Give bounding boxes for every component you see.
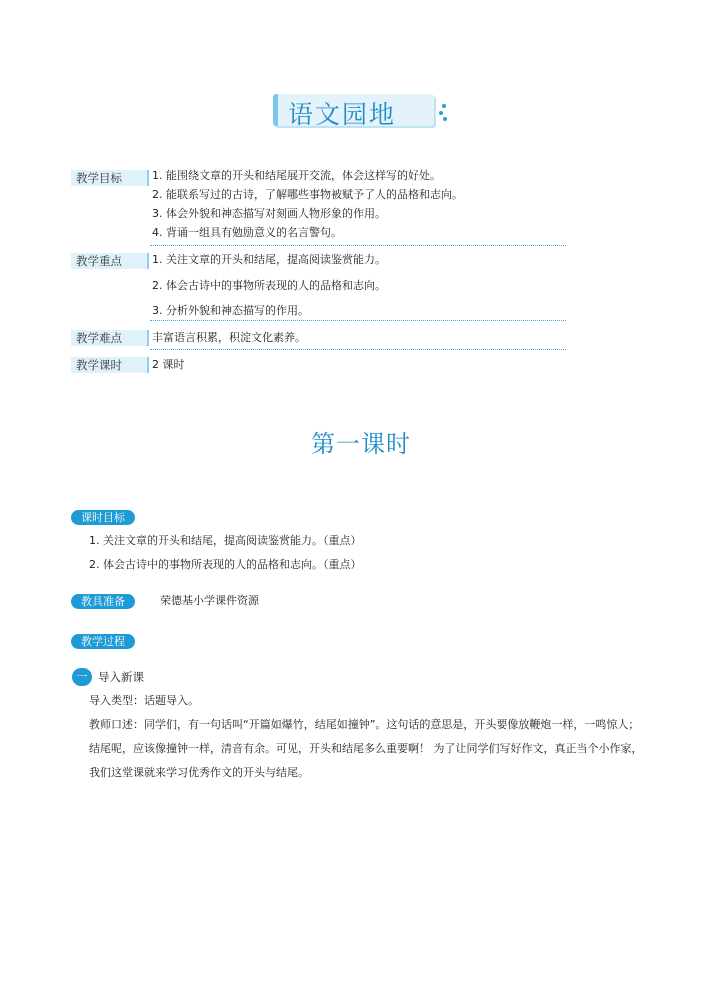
step-type-line: 导入类型：话题导入。	[89, 694, 199, 707]
divider	[150, 320, 566, 321]
goal-item: 4. 背诵一组具有勉励意义的名言警句。	[152, 226, 342, 239]
divider	[150, 349, 566, 350]
step-number-badge: 一	[72, 668, 92, 686]
goals-label: 教学目标	[71, 170, 149, 186]
goal-item: 3. 体会外貌和神态描写对刻画人物形象的作用。	[152, 207, 386, 220]
decorative-dots-icon	[438, 104, 450, 124]
prep-text: 荣德基小学课件资源	[160, 594, 259, 607]
step-paragraph: 教师口述：同学们，有一句话叫“开篇如爆竹，结尾如撞钟”。这句话的意思是，开头要像放鞭炮一样，一鸣惊人；结尾呢，应该像撞钟一样，清音有余。可见，开头和结尾多么重要啊！ 为了让同学们写好作文，真正当个小作家，我们这堂课就来学习优秀作文的开头与结尾。	[89, 718, 643, 779]
step-label: 导入新课	[98, 670, 144, 684]
difficulty-label: 教学难点	[71, 330, 149, 346]
divider	[150, 245, 566, 246]
goal-item: 2. 能联系写过的古诗，了解哪些事物被赋予了人的品格和志向。	[152, 188, 463, 201]
objectives-pill: 课时目标	[71, 510, 135, 525]
objective-item: 2. 体会古诗中的事物所表现的人的品格和志向。（重点）	[89, 558, 362, 571]
key-item: 1. 关注文章的开头和结尾，提高阅读鉴赏能力。	[152, 253, 386, 266]
key-item: 3. 分析外貌和神态描写的作用。	[152, 304, 309, 317]
hours-text: 2 课时	[152, 358, 185, 371]
objective-item: 1. 关注文章的开头和结尾，提高阅读鉴赏能力。（重点）	[89, 534, 362, 547]
process-pill: 教学过程	[71, 634, 135, 649]
prep-pill: 教具准备	[71, 594, 135, 609]
hours-label: 教学课时	[71, 357, 149, 373]
key-label: 教学重点	[71, 253, 149, 269]
goal-item: 1. 能围绕文章的开头和结尾展开交流，体会这样写的好处。	[152, 169, 441, 182]
page-title: 语文园地	[288, 100, 397, 129]
difficulty-text: 丰富语言积累，积淀文化素养。	[152, 331, 306, 344]
lesson-title: 第一课时	[311, 430, 411, 458]
key-item: 2. 体会古诗中的事物所表现的人的品格和志向。	[152, 279, 386, 292]
